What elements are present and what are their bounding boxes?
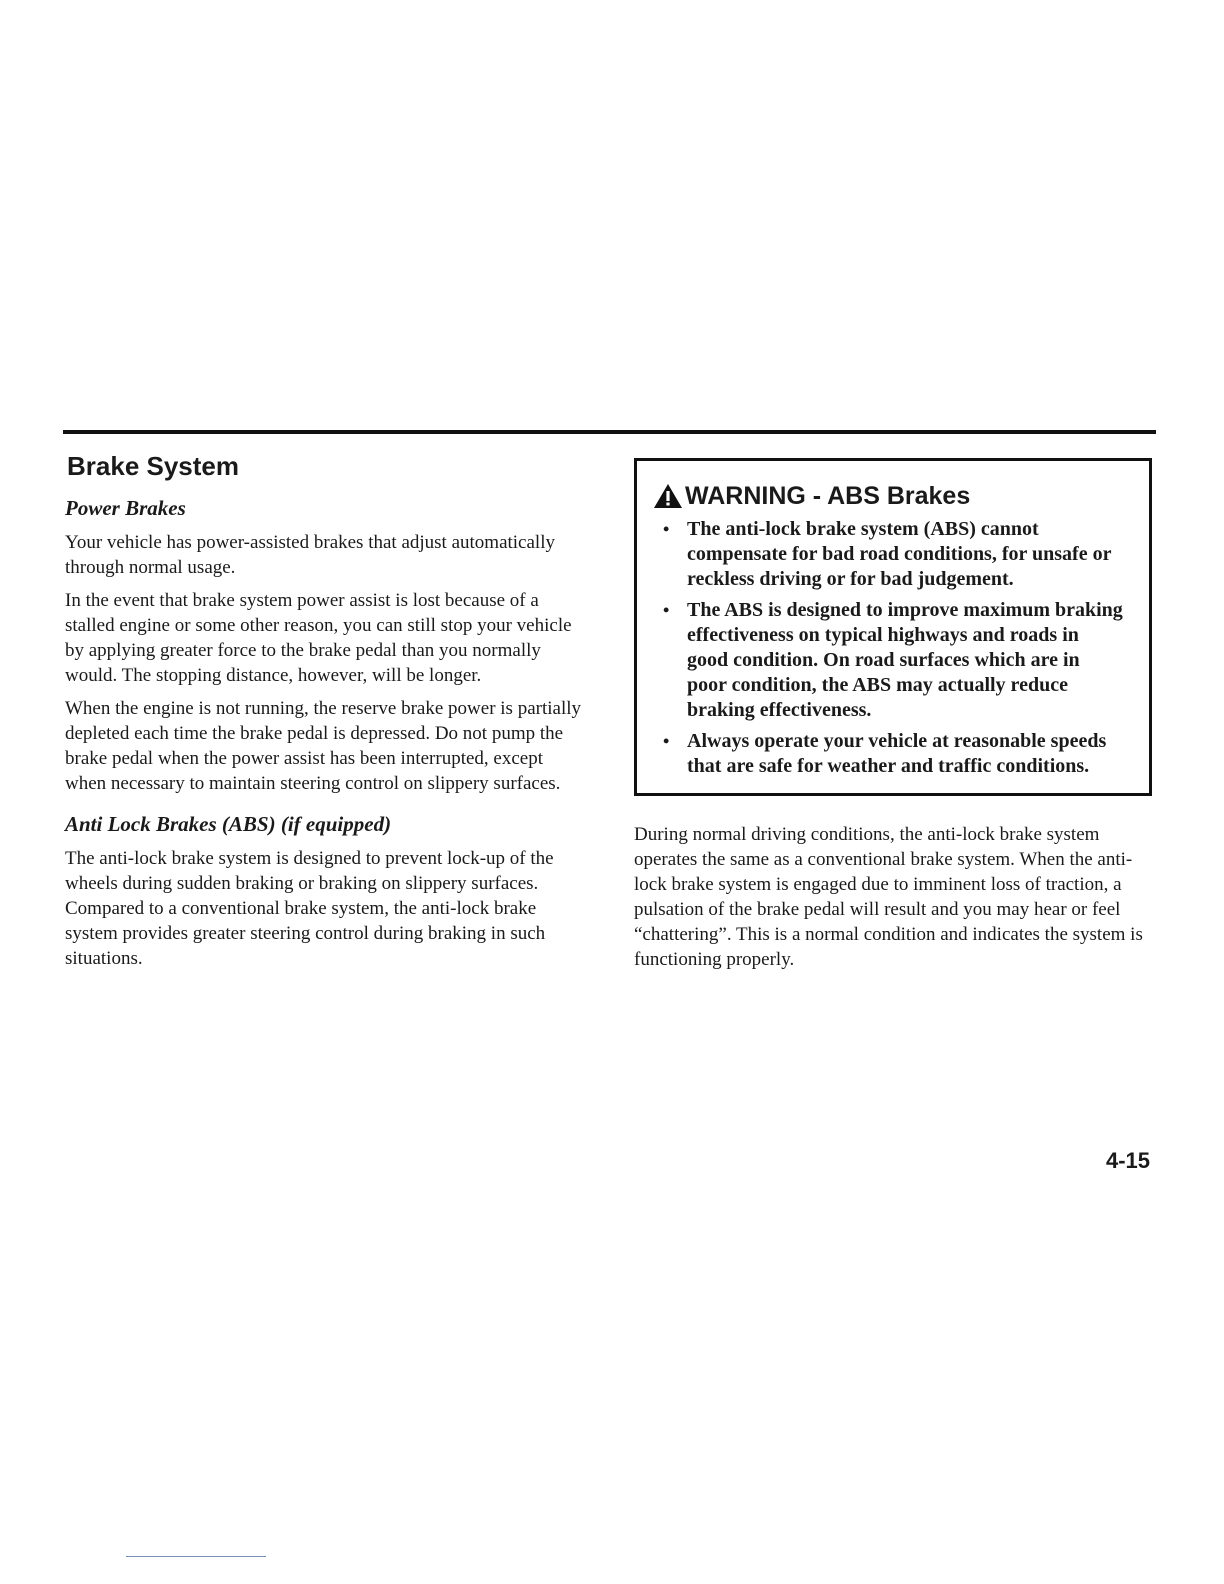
abs-paragraph-1: The anti-lock brake system is designed to prevent lock-up of the wheels during sudden braking or braking on slippery surfaces. Compared to a conventional brake system, the anti-lock brake system provides greater steering control during braking in such situations. (65, 848, 554, 969)
section-top-rule (63, 430, 1156, 434)
warning-list (653, 517, 1123, 779)
left-column (65, 450, 585, 979)
page-number: 4-15 (1105, 1148, 1150, 1173)
warning-item-text: The ABS is designed to improve maximum braking effectiveness on typical highways and roads in good condition. On road surfaces which are in poor condition, the ABS may actually reduce braking effectiveness. (687, 599, 1123, 721)
bottom-rule (126, 1556, 266, 1557)
power-brakes-heading: Power Brakes (65, 496, 186, 520)
warning-item-text: The anti-lock brake system (ABS) cannot compensate for bad road conditions, for unsafe or reckless driving or for bad judgement. (687, 518, 1112, 590)
section-title: Brake System (67, 451, 239, 481)
warning-item-2 (653, 598, 1123, 723)
abs-operation-paragraph: During normal driving conditions, the anti-lock brake system operates the same as a conventional brake system. When the anti-lock brake system is engaged due to imminent loss of traction, a pulsation of the brake pedal will result and you may hear or feel “chattering”. This is a normal condition and indicates the system is functioning properly. (634, 824, 1143, 970)
abs-heading: Anti Lock Brakes (ABS) (if equipped) (65, 812, 392, 836)
warning-item-text: Always operate your vehicle at reasonable speeds that are safe for weather and traffic conditions. (687, 730, 1107, 777)
right-column (634, 458, 1154, 980)
warning-item-3 (653, 729, 1123, 779)
warning-item-1 (653, 517, 1123, 592)
warning-triangle-icon (653, 483, 683, 509)
bullet-icon: • (663, 519, 670, 539)
power-brakes-paragraph-1: Your vehicle has power-assisted brakes that adjust automatically through normal usage. (65, 532, 555, 578)
warning-header (653, 481, 1123, 511)
bullet-icon: • (663, 600, 670, 620)
power-brakes-paragraph-3: When the engine is not running, the reserve brake power is partially depleted each time the brake pedal is depressed. Do not pump the brake pedal when the power assist has been interrupted, except when necessary to maintain steering control on slippery surfaces. (65, 698, 581, 794)
warning-title: WARNING - ABS Brakes (685, 482, 971, 510)
power-brakes-paragraph-2: In the event that brake system power assist is lost because of a stalled engine or some other reason, you can still stop your vehicle by applying greater force to the brake pedal than you normally would. The stopping distance, however, will be longer. (65, 590, 572, 686)
bullet-icon: • (663, 731, 670, 751)
warning-box (634, 458, 1152, 796)
